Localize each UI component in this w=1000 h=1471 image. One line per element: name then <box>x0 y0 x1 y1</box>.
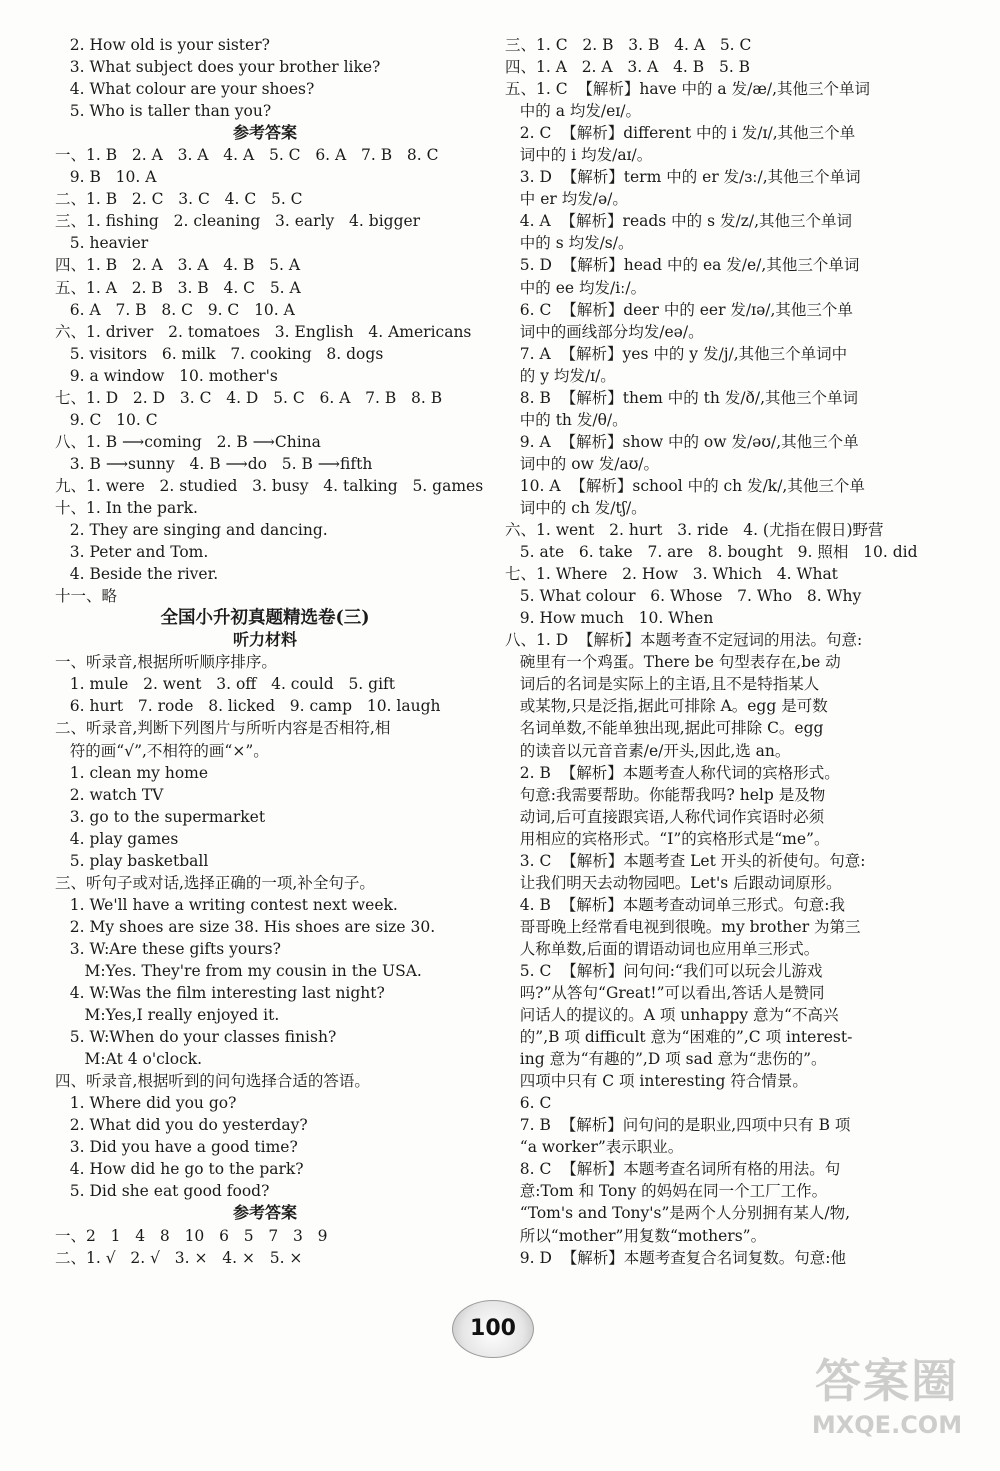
text-line: 4. W:Was the film interesting last night? <box>55 984 385 1003</box>
text-line: 4. B 【解析】本题考查动词单三形式。句意:我 <box>505 895 845 914</box>
text-line: 的读音以元音音素/e/开头,因此,选 an。 <box>505 741 791 760</box>
text-line: 5. What colour 6. Whose 7. Who 8. Why <box>505 587 862 606</box>
text-line: 词中的画线部分均发/eə/。 <box>505 322 704 341</box>
text-line: 一、1. B 2. A 3. A 4. A 5. C 6. A 7. B 8. C <box>55 146 439 165</box>
text-line: 2. What did you do yesterday? <box>55 1116 308 1135</box>
text-line: 2. B 【解析】本题考查人称代词的宾格形式。 <box>505 763 840 782</box>
text-line: 5. visitors 6. milk 7. cooking 8. dogs <box>55 344 384 363</box>
text-line: 所以“mother”用复数“mothers”。 <box>505 1226 767 1245</box>
text-line: 5. W:When do your classes finish? <box>55 1028 337 1047</box>
text-line: 三、1. fishing 2. cleaning 3. early 4. bigger <box>55 212 421 231</box>
watermark-logo: 答案圈 <box>815 1354 959 1408</box>
text-line: 9. a window 10. mother's <box>55 366 278 385</box>
text-line: 问话人的提议的。A 项 unhappy 意为“不高兴 <box>505 1006 839 1025</box>
text-line: 听力材料 <box>232 630 297 650</box>
text-line: 词中的 ow 发/aʊ/。 <box>505 454 660 473</box>
text-line: 9. How much 10. When <box>505 609 714 628</box>
text-line: 5. Who is taller than you? <box>55 102 272 121</box>
text-line: 全国小升初真题精选卷(三) <box>160 608 370 629</box>
text-line: 2. C 【解析】different 中的 i 发/ɪ/,其他三个单 <box>505 124 856 143</box>
text-line: 三、1. C 2. B 3. B 4. A 5. C <box>505 36 752 54</box>
text-line: ing 意为“有趣的”,D 项 sad 意为“悲伤的”。 <box>505 1050 827 1069</box>
text-line: 八、1. B ⟶coming 2. B ⟶China <box>55 432 321 451</box>
text-line: 2. watch TV <box>55 785 164 804</box>
text-line: 符的画“√”,不相符的画“×”。 <box>55 741 269 760</box>
text-line: 四项中只有 C 项 interesting 符合情景。 <box>505 1072 808 1091</box>
text-line: 一、2 1 4 8 10 6 5 7 3 9 <box>55 1226 328 1245</box>
text-line: 6. hurt 7. rode 8. licked 9. camp 10. laugh <box>55 697 441 716</box>
text-line: 5. play basketball <box>55 851 209 870</box>
text-line: 碗里有一个鸡蛋。There be 句型表存在,be 动 <box>505 653 841 672</box>
text-line: 名词单数,不能单独出现,据此可排除 C。egg <box>505 719 824 738</box>
text-line: 六、1. driver 2. tomatoes 3. English 4. Americans <box>55 322 472 341</box>
text-line: 哥哥晚上经常看电视到很晚。my brother 为第三 <box>505 917 861 936</box>
text-line: 8. B 【解析】them 中的 th 发/ð/,其他三个单词 <box>505 388 859 407</box>
text-line: 动词,后可直接跟宾语,人称代词作宾语时必须 <box>505 807 825 826</box>
text-line: 4. A 【解析】reads 中的 s 发/z/,其他三个单词 <box>505 212 853 231</box>
text-line: 中的 a 均发/eɪ/。 <box>505 102 641 121</box>
text-line: 参考答案 <box>232 123 297 143</box>
text-line: M:Yes,I really enjoyed it. <box>55 1006 280 1025</box>
text-line: 七、1. D 2. D 3. C 4. D 5. C 6. A 7. B 8. B <box>55 388 443 407</box>
text-line: 词中的 i 均发/aɪ/。 <box>505 146 653 165</box>
text-line: 4. How did he go to the park? <box>55 1160 304 1179</box>
text-line: 3. B ⟶sunny 4. B ⟶do 5. B ⟶fifth <box>55 454 373 473</box>
page-number: 100 <box>452 1300 534 1358</box>
text-line: 三、听句子或对话,选择正确的一项,补全句子。 <box>55 873 375 892</box>
text-line: 3. What subject does your brother like? <box>55 58 381 77</box>
text-line: 五、1. C 【解析】have 中的 a 发/æ/,其他三个单词 <box>505 80 871 99</box>
text-line: 二、1. √ 2. √ 3. × 4. × 5. × <box>55 1248 303 1267</box>
text-line: 7. B 【解析】问句问的是职业,四项中只有 B 项 <box>505 1116 851 1135</box>
text-line: 二、听录音,判断下列图片与所听内容是否相符,相 <box>55 719 391 738</box>
text-line: 9. C 10. C <box>55 410 158 429</box>
text-line: 四、听录音,根据听到的问句选择合适的答语。 <box>55 1072 370 1091</box>
text-line: 4. Beside the river. <box>55 565 219 584</box>
text-line: 句意:我需要帮助。你能帮我吗? help 是及物 <box>505 785 826 804</box>
text-line: 中的 th 发/θ/。 <box>505 410 628 429</box>
text-line: 六、1. went 2. hurt 3. ride 4. (尤指在假日)野营 <box>505 521 884 540</box>
text-line: 9. D 【解析】本题考查复合名词复数。句意:他 <box>505 1248 847 1267</box>
text-line: 6. C 【解析】deer 中的 eer 发/ɪə/,其他三个单 <box>505 300 853 319</box>
text-line: 八、1. D 【解析】本题考查不定冠词的用法。句意: <box>505 631 863 650</box>
text-line: 十、1. In the park. <box>55 498 198 517</box>
text-line: 词中的 ch 发/tʃ/。 <box>505 498 647 517</box>
text-line: 4. What colour are your shoes? <box>55 80 315 99</box>
text-line: 3. W:Are these gifts yours? <box>55 939 281 958</box>
text-line: 9. A 【解析】show 中的 ow 发/əʊ/,其他三个单 <box>505 432 859 451</box>
text-line: 吗?”从答句“Great!”可以看出,答话人是赞同 <box>505 984 825 1003</box>
text-line: 2. My shoes are size 38. His shoes are size 30. <box>55 917 436 936</box>
text-line: 2. They are singing and dancing. <box>55 521 328 540</box>
text-line: 让我们明天去动物园吧。Let's 后跟动词原形。 <box>505 873 842 892</box>
text-line: 5. heavier <box>55 234 149 253</box>
text-line: “Tom's and Tony's”是两个人分别拥有某人/物, <box>505 1204 851 1223</box>
text-line: 2. How old is your sister? <box>55 36 270 54</box>
text-line: 4. play games <box>55 829 179 848</box>
text-line: 中的 s 均发/s/。 <box>505 234 634 253</box>
text-line: 或某物,只是泛指,据此可排除 A。egg 是可数 <box>505 697 828 716</box>
text-line: 6. C <box>505 1094 552 1113</box>
right-column <box>505 34 925 1269</box>
text-line: 3. D 【解析】term 中的 er 发/ɜː/,其他三个单词 <box>505 168 861 187</box>
text-line: 中 er 均发/ə/。 <box>505 190 628 209</box>
text-line: 1. Where did you go? <box>55 1094 237 1113</box>
text-line: 九、1. were 2. studied 3. busy 4. talking 5. games <box>55 476 484 495</box>
text-line: 词后的名词是实际上的主语,且不是特指某人 <box>505 675 820 694</box>
text-line: 3. Did you have a good time? <box>55 1138 298 1157</box>
text-line: 1. clean my home <box>55 763 209 782</box>
text-line: M:Yes. They're from my cousin in the USA. <box>55 961 422 980</box>
text-line: 5. D 【解析】head 中的 ea 发/e/,其他三个单词 <box>505 256 860 275</box>
text-line: 7. A 【解析】yes 中的 y 发/j/,其他三个单词中 <box>505 344 848 363</box>
watermark-url: MXQE.COM <box>811 1411 963 1439</box>
text-line: 3. go to the supermarket <box>55 807 266 826</box>
text-line: M:At 4 o'clock. <box>55 1050 203 1069</box>
text-line: 意:Tom 和 Tony 的妈妈在同一个工厂工作。 <box>505 1182 828 1201</box>
text-line: 中的 ee 均发/iː/。 <box>505 278 647 297</box>
text-line: 七、1. Where 2. How 3. Which 4. What <box>505 565 838 584</box>
text-line: 的”,B 项 difficult 意为“困难的”,C 项 interest- <box>505 1028 853 1047</box>
text-line: 3. C 【解析】本题考查 Let 开头的祈使句。句意: <box>505 851 866 870</box>
text-line: “a worker”表示职业。 <box>505 1138 684 1157</box>
text-line: 人称单数,后面的谓语动词也应用单三形式。 <box>505 939 820 958</box>
text-line: 四、1. B 2. A 3. A 4. B 5. A <box>55 256 301 275</box>
text-line: 四、1. A 2. A 3. A 4. B 5. B <box>505 58 751 77</box>
text-line: 的 y 均发/ɪ/。 <box>505 366 616 385</box>
text-line: 一、听录音,根据所听顺序排序。 <box>55 653 277 672</box>
text-line: 二、1. B 2. C 3. C 4. C 5. C <box>55 190 303 209</box>
text-line: 5. ate 6. take 7. are 8. bought 9. 照相 10. did <box>505 543 918 562</box>
left-column <box>55 34 484 1269</box>
text-line: 十一、略 <box>55 587 118 606</box>
text-line: 5. C 【解析】问句问:“我们可以玩会儿游戏 <box>505 961 823 980</box>
text-line: 9. B 10. A <box>55 168 157 187</box>
text-line: 五、1. A 2. B 3. B 4. C 5. A <box>55 278 301 297</box>
text-line: 1. mule 2. went 3. off 4. could 5. gift <box>55 675 396 694</box>
text-line: 10. A 【解析】school 中的 ch 发/k/,其他三个单 <box>505 476 865 495</box>
text-line: 8. C 【解析】本题考查名词所有格的用法。句 <box>505 1160 841 1179</box>
text-line: 1. We'll have a writing contest next week. <box>55 895 398 914</box>
text-line: 3. Peter and Tom. <box>55 543 209 562</box>
text-line: 参考答案 <box>232 1203 297 1223</box>
text-line: 6. A 7. B 8. C 9. C 10. A <box>55 300 295 319</box>
text-line: 5. Did she eat good food? <box>55 1182 270 1201</box>
watermark <box>792 1345 982 1465</box>
text-line: 用相应的宾格形式。“I”的宾格形式是“me”。 <box>505 829 830 848</box>
